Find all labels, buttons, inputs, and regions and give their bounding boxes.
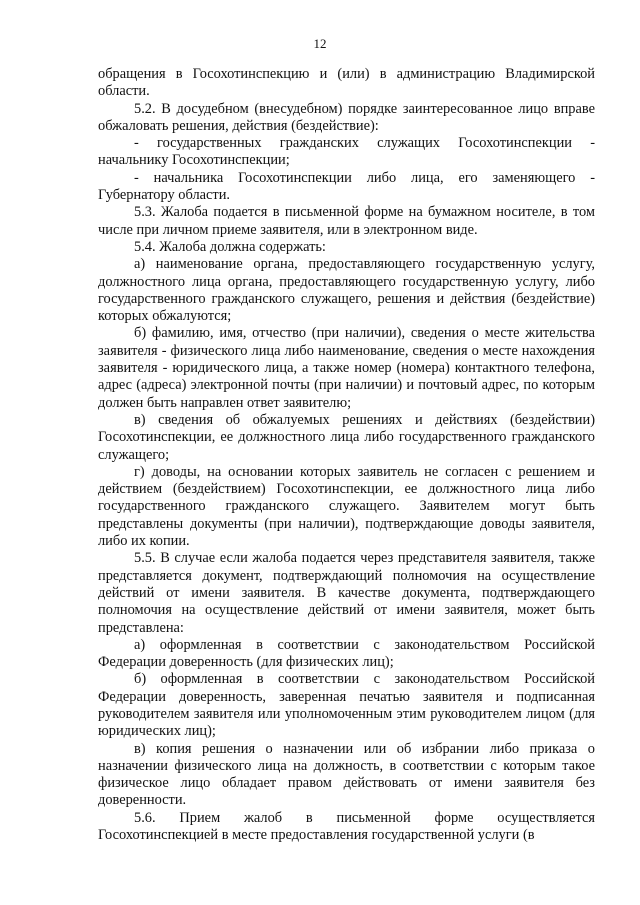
paragraph: обращения в Госохотинспекцию и (или) в администрацию Владимирской области. <box>98 66 595 100</box>
document-body <box>98 66 595 844</box>
paragraph: а) наименование органа, предоставляющего государственную услугу, должностного лица органа, предоставляющего государственную услугу, либо государственного гражданского служащего, решения и действия (бездействие) которых обжалуются; <box>98 256 595 325</box>
paragraph: 5.5. В случае если жалоба подается через представителя заявителя, также представляется документ, подтверждающий полномочия на осуществление действий от имени заявителя. В качестве документа, подтверждающего полномочия на осуществление действий от имени заявителя, может быть представлена: <box>98 550 595 636</box>
paragraph: б) фамилию, имя, отчество (при наличии), сведения о месте жительства заявителя - физического лица либо наименование, сведения о месте нахождения заявителя - юридического лица, а также номер (номера) контактного телефона, адрес (адреса) электронной почты (при наличии) и почтовый адрес, по которым должен быть направлен ответ заявителю; <box>98 325 595 411</box>
paragraph: б) оформленная в соответствии с законодательством Российской Федерации доверенность, заверенная печатью заявителя и подписанная руководителем заявителя или уполномоченным этим руководителем лицом (для юридических лиц); <box>98 671 595 740</box>
paragraph: а) оформленная в соответствии с законодательством Российской Федерации доверенность (для физических лиц); <box>98 636 595 671</box>
paragraph: в) копия решения о назначении или об избрании либо приказа о назначении физического лица на должность, в соответствии с которым такое физическое лицо обладает правом действовать от имени заявителя без доверенности. <box>98 740 595 809</box>
paragraph: 5.6. Прием жалоб в письменной форме осуществляется Госохотинспекцией в месте предоставления государственной услуги (в <box>98 809 595 844</box>
paragraph: 5.4. Жалоба должна содержать: <box>134 238 326 255</box>
paragraph: г) доводы, на основании которых заявитель не согласен с решением и действием (бездействием) Госохотинспекции, ее должностного лица либо государственного гражданского служащего. Заявителем могут быть представлены документы (при наличии), подтверждающие доводы заявителя, либо их копии. <box>98 463 595 550</box>
page-number: 12 <box>313 36 327 51</box>
paragraph: - государственных гражданских служащих Госохотинспекции - начальнику Госохотинспекции; <box>98 135 595 169</box>
paragraph: в) сведения об обжалуемых решениях и действиях (бездействии) Госохотинспекции, ее должностного лица либо государственного гражданского служащего; <box>98 411 595 463</box>
paragraph: 5.3. Жалоба подается в письменной форме на бумажном носителе, в том числе при личном приеме заявителя, или в электронном виде. <box>98 204 595 238</box>
paragraph: - начальника Госохотинспекции либо лица, его заменяющего - Губернатору области. <box>98 169 595 204</box>
paragraph: 5.2. В досудебном (внесудебном) порядке заинтересованное лицо вправе обжаловать решения, действия (бездействие): <box>98 100 595 134</box>
